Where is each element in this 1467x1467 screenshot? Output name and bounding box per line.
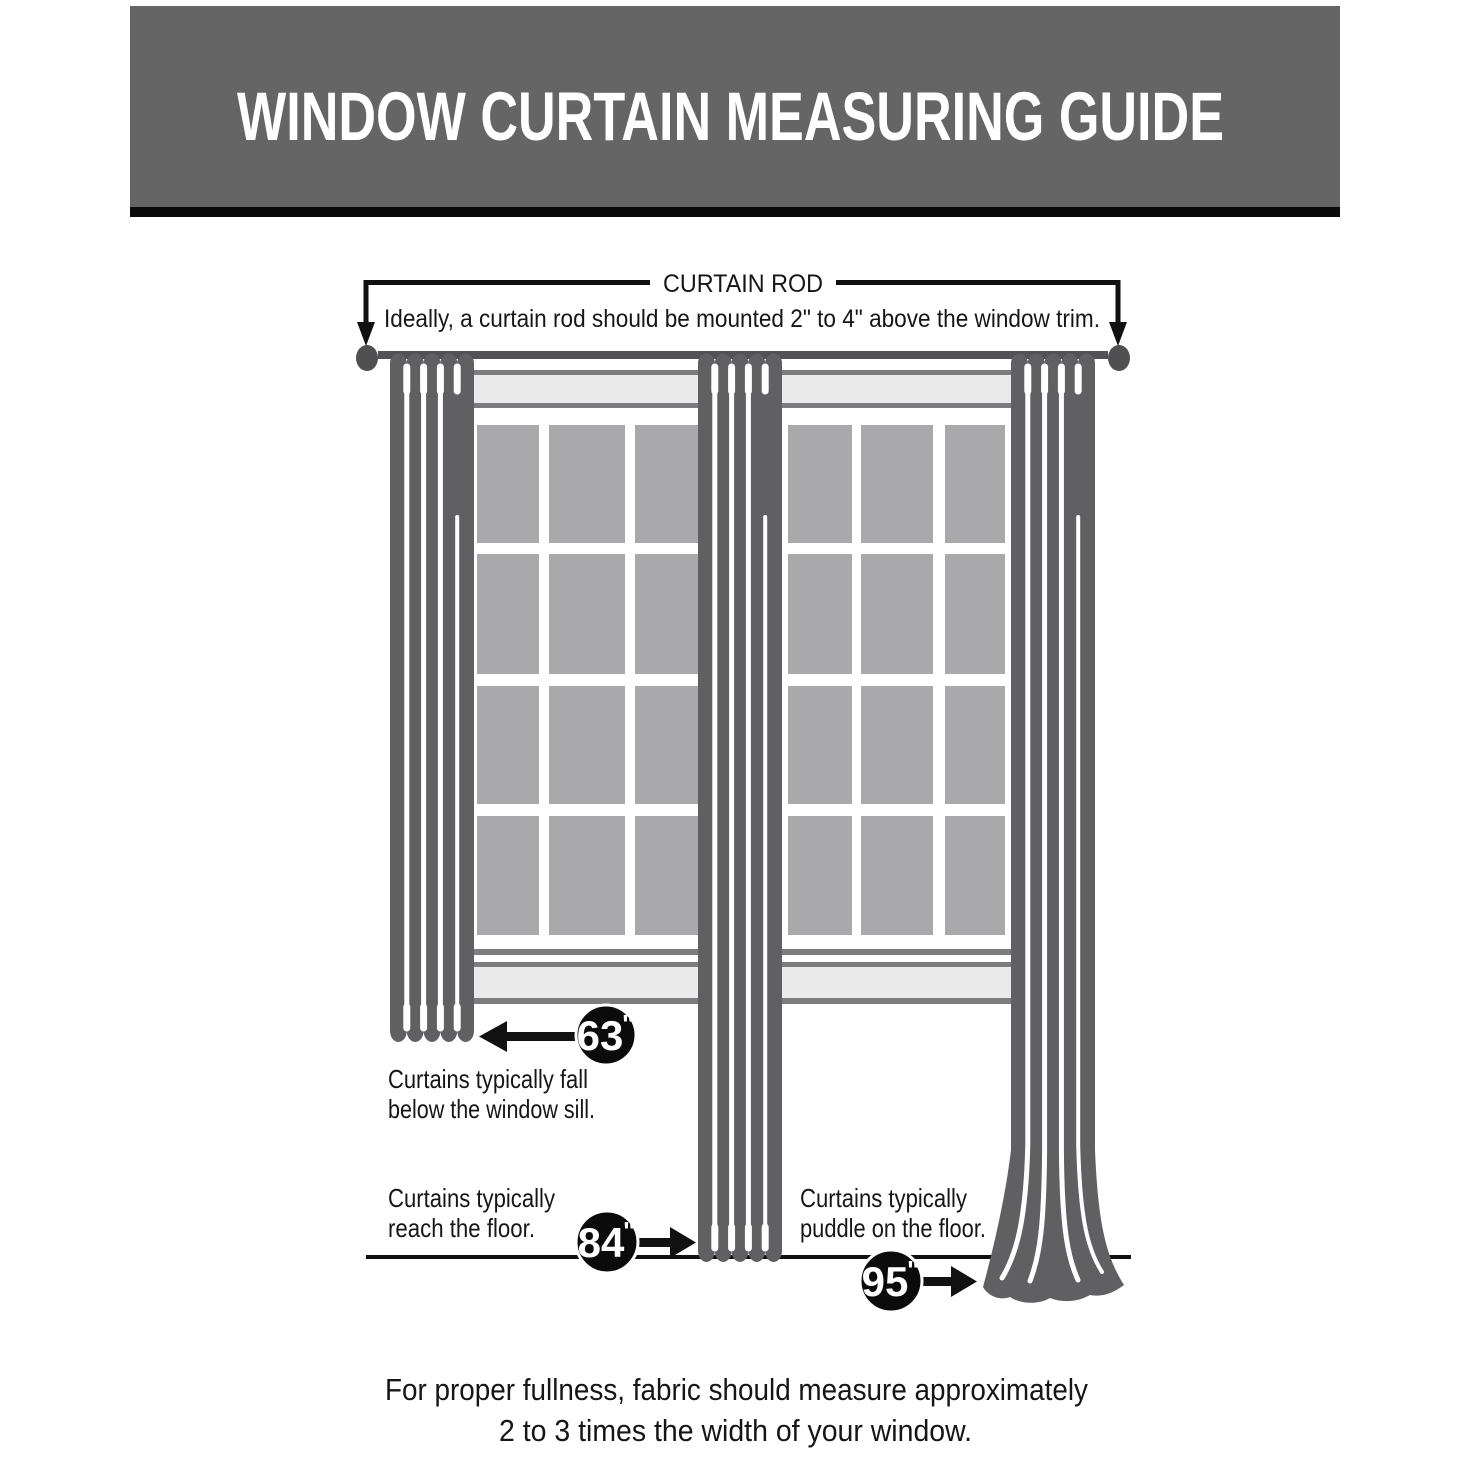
badge-value: 63 [576, 1012, 624, 1059]
rod-finial-right [1108, 345, 1130, 371]
caption-63-line1: Curtains typically fall [388, 1064, 588, 1094]
window-frame-line [468, 370, 714, 375]
badge-unit: " [622, 1009, 635, 1039]
rod-annotation-subtitle: Ideally, a curtain rod should be mounted 2" to 4" above the window trim. [384, 305, 1100, 333]
window-frame-line [776, 370, 1022, 375]
down-arrow-icon [357, 322, 375, 346]
window-pane [477, 816, 539, 935]
fullness-note-line2: 2 to 3 times the width of your window. [499, 1413, 972, 1448]
window-pane [635, 686, 698, 804]
window-pane [549, 816, 625, 935]
curtain-panel-left [390, 354, 474, 1043]
window-pane [549, 686, 625, 804]
window-pane [788, 686, 852, 804]
caption-95-line2: puddle on the floor. [800, 1213, 986, 1243]
down-arrow-icon [1109, 322, 1127, 346]
badge-unit: " [623, 1216, 636, 1246]
window-trim-band [776, 375, 1022, 403]
badge-value: 95 [861, 1258, 909, 1305]
window-pane [788, 425, 852, 543]
window-frame-line [468, 949, 714, 955]
badge-unit: " [907, 1255, 920, 1285]
window-pane [861, 816, 933, 935]
window-pane [861, 686, 933, 804]
window-pane [635, 554, 698, 674]
window-frame-line [776, 998, 1022, 1004]
left-arrow-icon [479, 1021, 507, 1052]
caption-84-line1: Curtains typically [388, 1183, 555, 1213]
caption-84-line2: reach the floor. [388, 1213, 535, 1243]
window-pane [635, 816, 698, 935]
measurement-captions [388, 1064, 986, 1243]
right-arrow-icon [951, 1266, 977, 1297]
window-pane [945, 816, 1005, 935]
window-pane [861, 425, 933, 543]
caption-95-line1: Curtains typically [800, 1183, 967, 1213]
window-trim-band [468, 967, 714, 998]
window-pane [477, 686, 539, 804]
fullness-note-line1: For proper fullness, fabric should measure approximately [385, 1372, 1089, 1407]
badge-value: 84 [577, 1219, 625, 1266]
window-pane [549, 554, 625, 674]
page-title: WINDOW CURTAIN MEASURING GUIDE [237, 78, 1224, 155]
fullness-note [385, 1372, 1088, 1448]
caption-63-line2: below the window sill. [388, 1094, 595, 1124]
window-pane [788, 554, 852, 674]
window-trim-band [776, 967, 1022, 998]
window-pane [788, 816, 852, 935]
window-frame-line [776, 403, 1022, 408]
window-pane [945, 554, 1005, 674]
window-pane [861, 554, 933, 674]
window-pane [549, 425, 625, 543]
rod-finial-left [356, 345, 378, 371]
window-pane [477, 554, 539, 674]
curtain-panel-center [698, 354, 782, 1263]
window-frame-line [468, 403, 714, 408]
window-frame-line [468, 962, 714, 967]
right-arrow-icon [670, 1227, 696, 1258]
window-frame-line [776, 949, 1022, 955]
window-pane [477, 425, 539, 543]
window-pane [635, 425, 698, 543]
window-pane [945, 425, 1005, 543]
header-divider-bar [130, 207, 1340, 217]
window-trim-band [468, 375, 714, 403]
window-frame-line [468, 998, 714, 1004]
curtain-rod-label: CURTAIN ROD [663, 270, 823, 298]
window-frame-line [776, 962, 1022, 967]
window-pane [945, 686, 1005, 804]
